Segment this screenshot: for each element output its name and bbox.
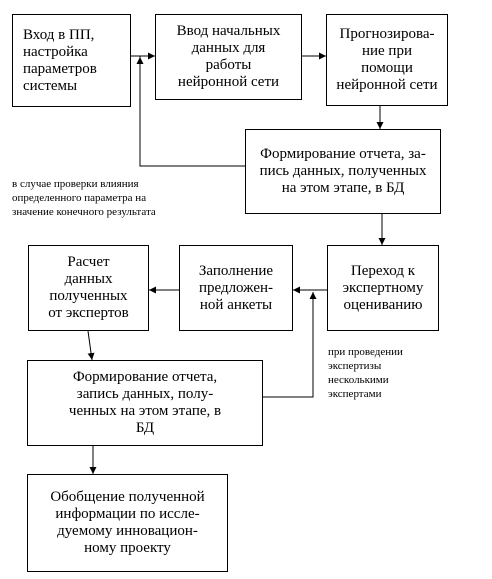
- box-expert-evaluation: Переход к экспертному оцениванию: [327, 245, 439, 331]
- box-expert-data-calc: Расчет данных полученных от экспертов: [28, 245, 149, 331]
- box-system-setup: Вход в ПП, настройка параметров системы: [12, 14, 131, 107]
- note-multiple-experts: при проведении экспертизы несколькими экспертами: [328, 346, 403, 400]
- box-initial-data-input: Ввод начальных данных для работы нейронной сети: [155, 14, 302, 100]
- box-report-stage-1: Формирование отчета, за- пись данных, полученных на этом этапе, в БД: [245, 129, 441, 214]
- note-parameter-check: в случае проверки влияния определенного параметра на значение конечного результата: [12, 178, 156, 218]
- box-neural-forecast: Прогнозирова- ние при помощи нейронной сети: [326, 14, 448, 106]
- arrow-calc-to-report2: [88, 331, 92, 360]
- box-report-stage-2: Формирование отчета, запись данных, полу- ченных на этом этапе, в БД: [27, 360, 263, 446]
- box-project-summary: Обобщение полученной информации по иссле- дуемому инновацион- ному проекту: [27, 474, 228, 572]
- box-questionnaire: Заполнение предложен- ной анкеты: [179, 245, 293, 331]
